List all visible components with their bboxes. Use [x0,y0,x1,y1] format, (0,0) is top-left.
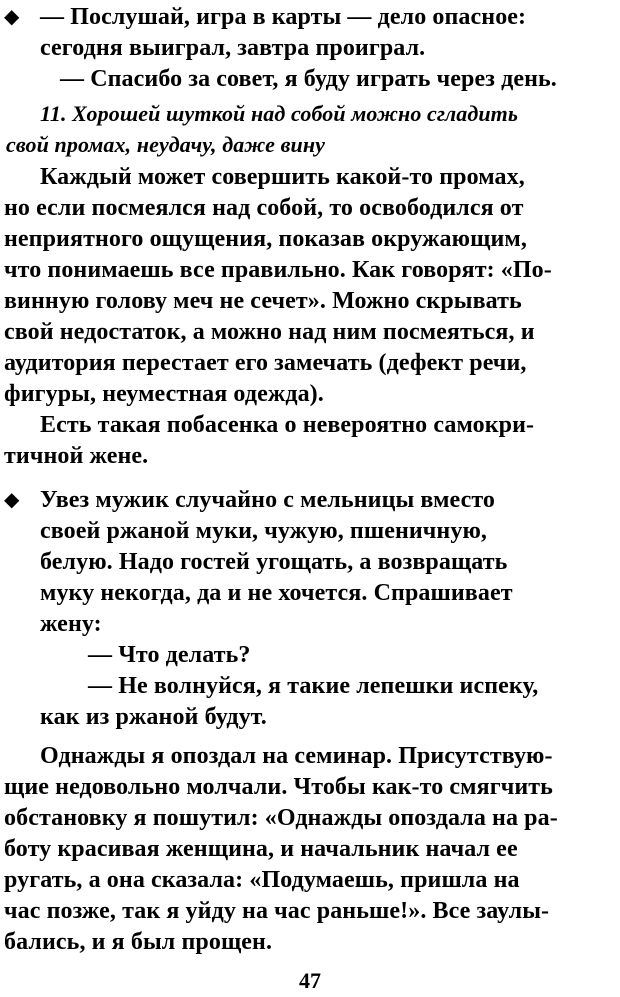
text-line: неприятного ощущения, показав окружающим, [4,226,527,252]
text-line: свой недостаток, а можно над ним посмеяться, и [4,319,535,345]
page-number: 47 [299,968,321,993]
text-line: ругать, а она сказала: «Подумаешь, пришла на [4,867,520,893]
section-heading-line: свой промах, неудачу, даже вину [6,132,326,157]
text-line: щие недовольно молчали. Чтобы как-то смягчить [4,774,553,800]
text-line: Есть такая побасенка о невероятно самокри- [40,412,535,438]
text-line: Однажды я опоздал на семинар. Присутствую- [40,743,553,769]
text-line: что понимаешь все правильно. Как говорят: «По- [4,257,552,283]
diamond-bullet-icon: ◆ [4,489,20,511]
text-line: как из ржаной будут. [40,704,267,730]
text-line: обстановку я пошутил: «Однажды опоздала на ра- [4,805,558,831]
diamond-bullet-icon: ◆ [4,6,20,28]
text-line: жену: [40,611,102,637]
text-line: боту красивая женщина, и начальник начал ее [4,836,518,862]
text-line: но если посмеялся над собой, то освободился от [4,195,524,221]
text-line: — Послушай, игра в карты — дело опасное: [40,4,527,30]
text-line: — Не волнуйся, я такие лепешки испеку, [88,673,539,699]
text-line: своей ржаной муки, чужую, пшеничную, [40,518,488,544]
text-line: час позже, так я уйду на час раньше!». Все заулы- [4,898,550,924]
text-line: бались, и я был прощен. [4,929,273,955]
text-line: сегодня выиграл, завтра проиграл. [40,35,426,61]
text-line: винную голову меч не сечет». Можно скрывать [4,288,522,314]
section-heading-line: 11. Хорошей шуткой над собой можно сгладить [40,101,519,126]
text-line: белую. Надо гостей угощать, а возвращать [40,549,508,575]
text-line: муку некогда, да и не хочется. Спрашивает [40,580,513,606]
text-line: тичной жене. [4,443,149,469]
text-line: — Спасибо за совет, я буду играть через день. [60,66,557,92]
text-line: фигуры, неуместная одежда). [4,381,324,407]
text-line: Увез мужик случайно с мельницы вместо [40,487,496,513]
text-line: — Что делать? [88,642,251,668]
text-line: аудитория перестает его замечать (дефект речи, [4,350,527,376]
text-line: Каждый может совершить какой-то промах, [40,164,525,190]
